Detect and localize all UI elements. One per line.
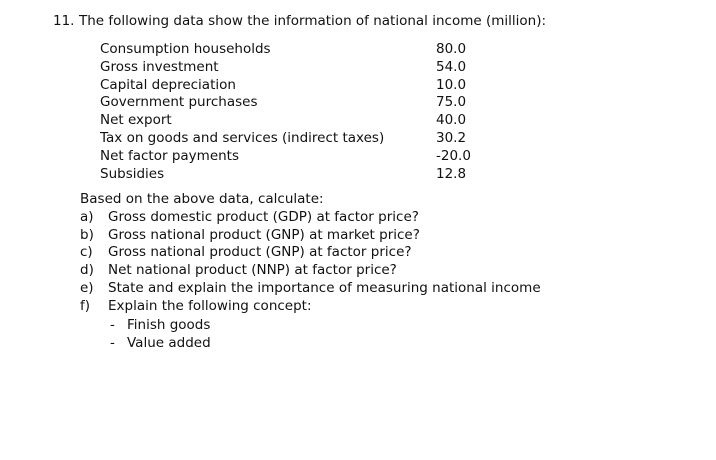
dash-bullet: - <box>110 316 115 333</box>
task-text: Gross domestic product (GDP) at factor price? <box>108 208 419 225</box>
task-letter: d) <box>80 262 94 279</box>
task-item <box>80 208 419 227</box>
data-value: 10.0 <box>436 76 467 93</box>
task-text: State and explain the importance of measuring national income <box>108 279 541 296</box>
data-value: 40.0 <box>436 112 467 129</box>
data-label: Tax on goods and services (indirect taxes) <box>100 129 385 146</box>
concept-text: Finish goods <box>127 316 211 333</box>
task-letter: e) <box>80 279 94 296</box>
question-number: 11. <box>53 13 75 29</box>
task-item <box>80 226 420 245</box>
data-value: 75.0 <box>436 94 467 111</box>
data-label: Net export <box>100 112 172 129</box>
concept-item <box>80 334 324 353</box>
dash-bullet: - <box>110 335 115 352</box>
task-letter: a) <box>80 208 94 225</box>
task-item <box>80 298 324 316</box>
question-heading <box>53 13 546 29</box>
task-text: Gross national product (GNP) at market price? <box>108 226 420 243</box>
data-label: Government purchases <box>100 94 258 111</box>
data-label: Subsidies <box>100 165 165 182</box>
task-text: Net national product (NNP) at factor price? <box>108 262 397 279</box>
data-value: -20.0 <box>436 147 471 164</box>
task-letter: b) <box>80 226 94 243</box>
data-label: Capital depreciation <box>100 76 236 93</box>
task-letter: c) <box>80 244 93 261</box>
instructions-intro: Based on the above data, calculate: <box>80 191 324 207</box>
question-title-text: The following data show the information of national income (million): <box>79 13 547 29</box>
data-label: Net factor payments <box>100 147 240 164</box>
instructions-section <box>80 191 541 353</box>
task-text: Gross national product (GNP) at factor price? <box>108 244 412 261</box>
concept-text: Value added <box>127 335 211 352</box>
data-value: 80.0 <box>436 41 467 57</box>
task-text: Explain the following concept: <box>108 297 312 314</box>
data-label: Gross investment <box>100 58 219 75</box>
task-item <box>80 244 412 262</box>
concept-item <box>80 316 324 335</box>
data-value: 54.0 <box>436 58 467 75</box>
task-item <box>80 262 397 280</box>
task-letter: f) <box>80 297 91 314</box>
data-value: 12.8 <box>436 165 467 182</box>
data-value: 30.2 <box>436 129 467 146</box>
task-item <box>80 279 541 298</box>
data-label: Consumption households <box>100 41 271 57</box>
